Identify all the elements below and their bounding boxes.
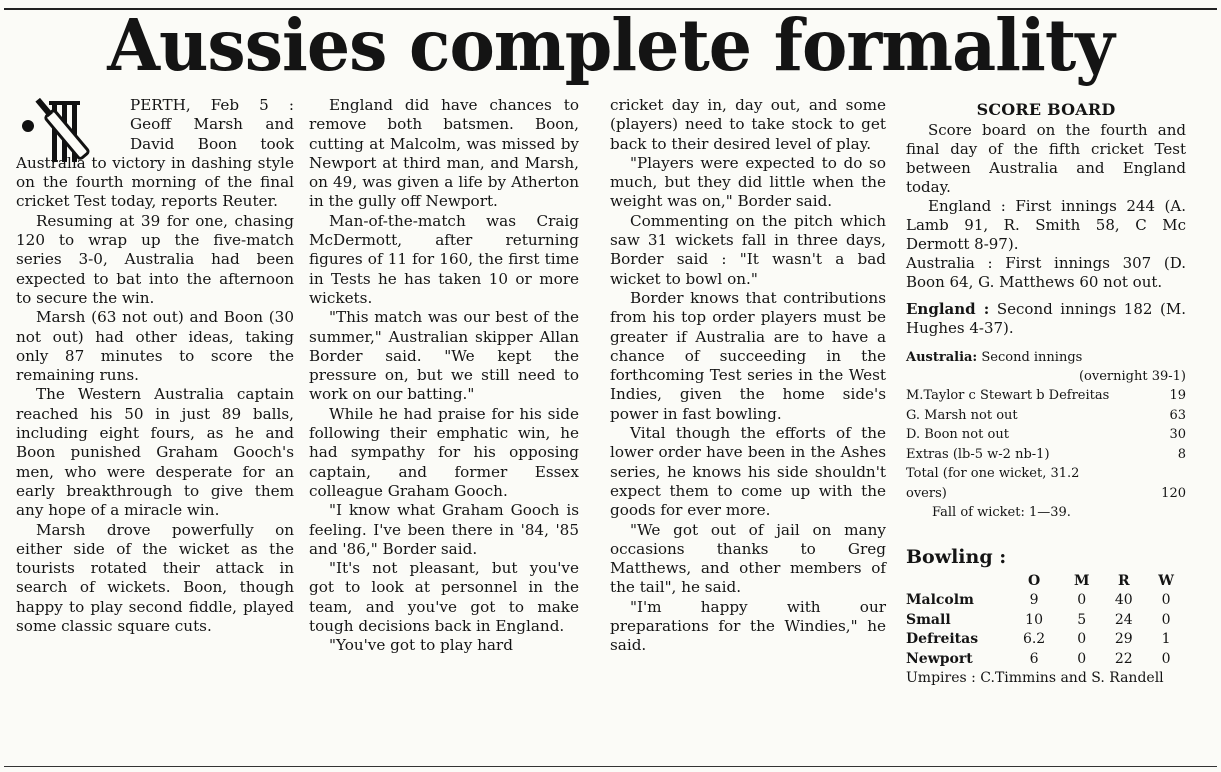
batsman-runs: 19: [1169, 388, 1186, 404]
australia-second-innings-text: Second innings: [977, 350, 1083, 366]
bowling-column-header: R: [1117, 572, 1130, 589]
article-paragraph: cricket day in, day out, and some (players) need to take stock to get back to their desired level of play.: [610, 96, 886, 153]
australia-first-innings: Australia : First innings 307 (D. Boon 64, G. Matthews 60 not out.: [906, 254, 1186, 292]
bowling-cell-name: Small: [906, 611, 951, 628]
bowling-body: [906, 591, 1186, 669]
batsman-name: Extras (lb-5 w-2 nb-1): [906, 446, 1050, 462]
bowling-cell-r: 22: [1114, 650, 1133, 667]
article-paragraph: "It's not pleasant, but you've got to look at personnel in the team, and you've got to make tough decisions back in England.: [309, 559, 579, 636]
bowling-row: [906, 611, 1186, 631]
article-paragraph: Marsh drove powerfully on either side of the wicket as the tourists rotated their attack in search of wickets. Boon, though happy to play second fiddle, played some classic square cuts.: [16, 520, 294, 636]
bowling-header-row: [906, 572, 1186, 592]
article-paragraph: "You've got to play hard: [329, 636, 513, 655]
england-first-innings: England : First innings 244 (A. Lamb 91, R. Smith 58, C Mc Dermott 8-97).: [906, 197, 1186, 254]
england-label: England :: [906, 300, 990, 319]
fall-of-wicket: Fall of wicket: 1—39.: [932, 505, 1071, 521]
batsman-name: G. Marsh not out: [906, 407, 1018, 423]
bowling-cell-m: 0: [1077, 650, 1087, 667]
total-label: Total (for one wicket, 31.2 overs): [906, 466, 1080, 501]
bowling-cell-r: 40: [1114, 592, 1133, 609]
article-column-1: [16, 96, 294, 636]
bowling-cell-o: 9: [1029, 592, 1039, 609]
bowling-row: [906, 630, 1186, 650]
bowling-column-header: W: [1158, 572, 1174, 589]
article-paragraph: "This match was our best of the summer," Australian skipper Allan Border said. "We kept the pressure on, but we still need to work on our batting.": [309, 308, 579, 404]
bowling-cell-r: 24: [1114, 611, 1133, 628]
bowling-cell-r: 29: [1114, 631, 1133, 648]
umpires-line: Umpires : C.Timmins and S. Randell: [906, 670, 1164, 687]
article-paragraph: England did have chances to remove both batsmen. Boon, cutting at Malcolm, was missed by Newport at third man, and Marsh, on 49, was given a life by Atherton in the gully off Newport.: [309, 96, 579, 211]
article-column-3: [610, 96, 886, 656]
batsman-runs: 63: [1169, 407, 1186, 423]
bowling-heading: Bowling :: [906, 546, 1007, 569]
article-paragraph: "I know what Graham Gooch is feeling. I've been there in '84, '85 and '86," Border said.: [309, 501, 579, 558]
bowling-cell-w: 0: [1161, 611, 1171, 628]
bowling-cell-o: 6.2: [1022, 631, 1046, 648]
batting-row: [906, 386, 1186, 406]
batting-row: [906, 445, 1186, 465]
bowling-column-header: M: [1073, 572, 1090, 589]
overnight-score: (overnight 39-1): [1078, 369, 1186, 385]
article-paragraph: Resuming at 39 for one, chasing 120 to wrap up the five-match series 3-0, Australia had been expected to bat into the afternoon to secure the win.: [16, 211, 294, 307]
batsman-name: M.Taylor c Stewart b Defreitas: [906, 388, 1110, 404]
bowling-row: [906, 650, 1186, 670]
bowling-cell-o: 10: [1025, 611, 1043, 628]
article-paragraph: Commenting on the pitch which saw 31 wickets fall in three days, Border said : "It wasn't a bad wicket to bowl on.": [610, 211, 886, 288]
batsman-runs: 8: [1177, 446, 1186, 462]
bowling-cell-m: 5: [1077, 611, 1087, 628]
england-second-innings: [906, 300, 1186, 338]
bowling-cell-w: 0: [1161, 650, 1171, 667]
article-paragraph: "I'm happy with our preparations for the Windies," he said.: [610, 597, 886, 655]
england-second-innings-text: Second innings 182 (M. Hughes 4-37).: [906, 300, 1187, 338]
article-column-2: [309, 96, 579, 656]
bowling-cell-w: 1: [1161, 631, 1171, 648]
australia-label: Australia:: [906, 350, 978, 366]
bowling-cell-name: Defreitas: [906, 631, 979, 648]
bowling-cell-w: 0: [1161, 592, 1171, 609]
bowling-table: [906, 572, 1186, 670]
bowling-cell-m: 0: [1077, 592, 1087, 609]
article-paragraph: While he had praise for his side following their emphatic win, he had sympathy for his opposing captain, and former Essex colleague Graham Gooch.: [309, 404, 579, 500]
batsman-runs: 30: [1169, 427, 1186, 443]
headline: Aussies complete formality: [107, 4, 1114, 88]
batting-list: [906, 386, 1186, 464]
total-runs: 120: [1161, 485, 1186, 501]
bowling-cell-m: 0: [1077, 631, 1087, 648]
scoreboard-column: [906, 96, 1186, 688]
article-paragraph: Man-of-the-match was Craig McDermott, after returning figures of 11 for 160, the first time in Tests he has taken 10 or more wickets.: [309, 211, 579, 307]
bowling-cell-o: 6: [1029, 650, 1039, 667]
australia-second-innings: [906, 348, 1186, 367]
article-paragraph: The Western Australia captain reached his 50 in just 89 balls, including eight fours, as he and Boon punished Graham Gooch's men, who were desperate for an early breakthrough to give them any hope of a miracle win.: [16, 385, 294, 520]
scoreboard-title: SCORE BOARD: [976, 100, 1116, 119]
bottom-rule: [4, 766, 1217, 767]
article-paragraph: Vital though the efforts of the lower order have been in the Ashes series, he knows his side shouldn't expect them to come up with the goods for ever more.: [610, 424, 886, 520]
batting-row: [906, 406, 1186, 426]
batting-row: [906, 425, 1186, 445]
article-paragraph: "We got out of jail on many occasions thanks to Greg Matthews, and other members of the tail", he said.: [610, 520, 886, 597]
article-paragraph: Border knows that contributions from his top order players must be greater if Australia are to have a chance of succeeding in the forthcoming Test series in the West Indies, given the home side's power in fast bowling.: [610, 288, 886, 423]
bowling-column-header: O: [1027, 572, 1041, 589]
bowling-cell-name: Malcolm: [906, 592, 974, 609]
dateline-paragraph: PERTH, Feb 5 : Geoff Marsh and David Boon took Australia to victory in dashing style on the fourth morning of the final cricket Test today, reports Reuter.: [16, 96, 294, 211]
article-paragraph: Marsh (63 not out) and Boon (30 not out) had other ideas, taking only 87 minutes to score the remaining runs.: [16, 308, 294, 385]
article-paragraph: "Players were expected to do so much, but they did little when the weight was on," Border said.: [610, 153, 886, 211]
scoreboard-intro: Score board on the fourth and final day of the fifth cricket Test between Australia and England today.: [906, 121, 1186, 197]
bowling-cell-name: Newport: [906, 650, 973, 667]
bowling-row: [906, 591, 1186, 611]
total-row: [906, 464, 1186, 503]
batsman-name: D. Boon not out: [906, 427, 1009, 443]
